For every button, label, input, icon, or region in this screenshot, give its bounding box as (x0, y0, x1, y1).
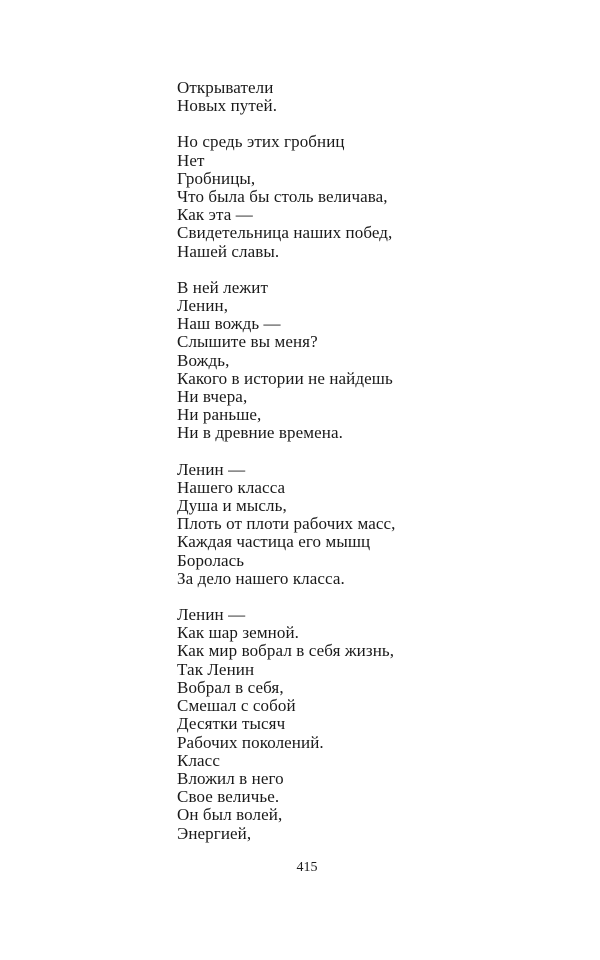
stanza (177, 606, 557, 843)
poem-line: Энергией, (177, 823, 252, 843)
poem-line: Слышите вы меня? (177, 332, 318, 352)
poem-line: Ни вчера, (177, 387, 248, 407)
poem-line: Он был волей, (177, 805, 283, 825)
poem-line: Вложил в него (177, 768, 284, 788)
poem-line: Ленин — (177, 605, 246, 625)
poem-line: Вождь, (177, 350, 230, 370)
page-number: 415 (296, 860, 318, 875)
poem-line: Ленин, (177, 296, 229, 316)
poem-line: Свидетельница наших побед, (177, 223, 393, 243)
poem-line: Ни раньше, (177, 405, 262, 425)
poem-line: Каждая частица его мышц (177, 532, 371, 552)
poem-line: Ленин — (177, 459, 246, 479)
stanza (177, 279, 557, 443)
poem-line: Наш вождь — (177, 314, 281, 334)
stanza (177, 133, 557, 260)
poem-line: Класс (177, 750, 220, 770)
poem-line: Нашего класса (177, 477, 286, 497)
poem-line: Как шар земной. (177, 623, 300, 643)
poem-line: Свое величье. (177, 787, 280, 807)
poem-line: Какого в истории не найдешь (177, 368, 393, 388)
poem-line: В ней лежит (177, 277, 268, 297)
poem-line: Плоть от плоти рабочих масс, (177, 514, 396, 534)
poem-line: Так Ленин (177, 659, 255, 679)
poem-line: Ни в древние времена. (177, 423, 343, 443)
poem-line: Десятки тысяч (177, 714, 286, 734)
poem-line: Гробницы, (177, 168, 256, 188)
poem-text (177, 79, 557, 861)
poem-line: Рабочих поколений. (177, 732, 324, 752)
poem-line: Как эта — (177, 205, 253, 225)
poem-line: Нашей славы. (177, 241, 280, 261)
poem-line: Новых путей. (177, 96, 278, 116)
poem-line: Боролась (177, 550, 245, 570)
poem-line: Нет (177, 150, 205, 170)
poem-line: За дело нашего класса. (177, 568, 345, 588)
poem-line: Но средь этих гробниц (177, 132, 345, 152)
poem-line: Как мир вобрал в себя жизнь, (177, 641, 395, 661)
poem-line: Открыватели (177, 78, 274, 97)
poem-line: Вобрал в себя, (177, 677, 284, 697)
stanza (177, 461, 557, 588)
poem-line: Что была бы столь величава, (177, 187, 388, 207)
poem-line: Смешал с собой (177, 696, 296, 716)
stanza (177, 79, 557, 115)
poem-line: Душа и мысль, (177, 496, 287, 516)
